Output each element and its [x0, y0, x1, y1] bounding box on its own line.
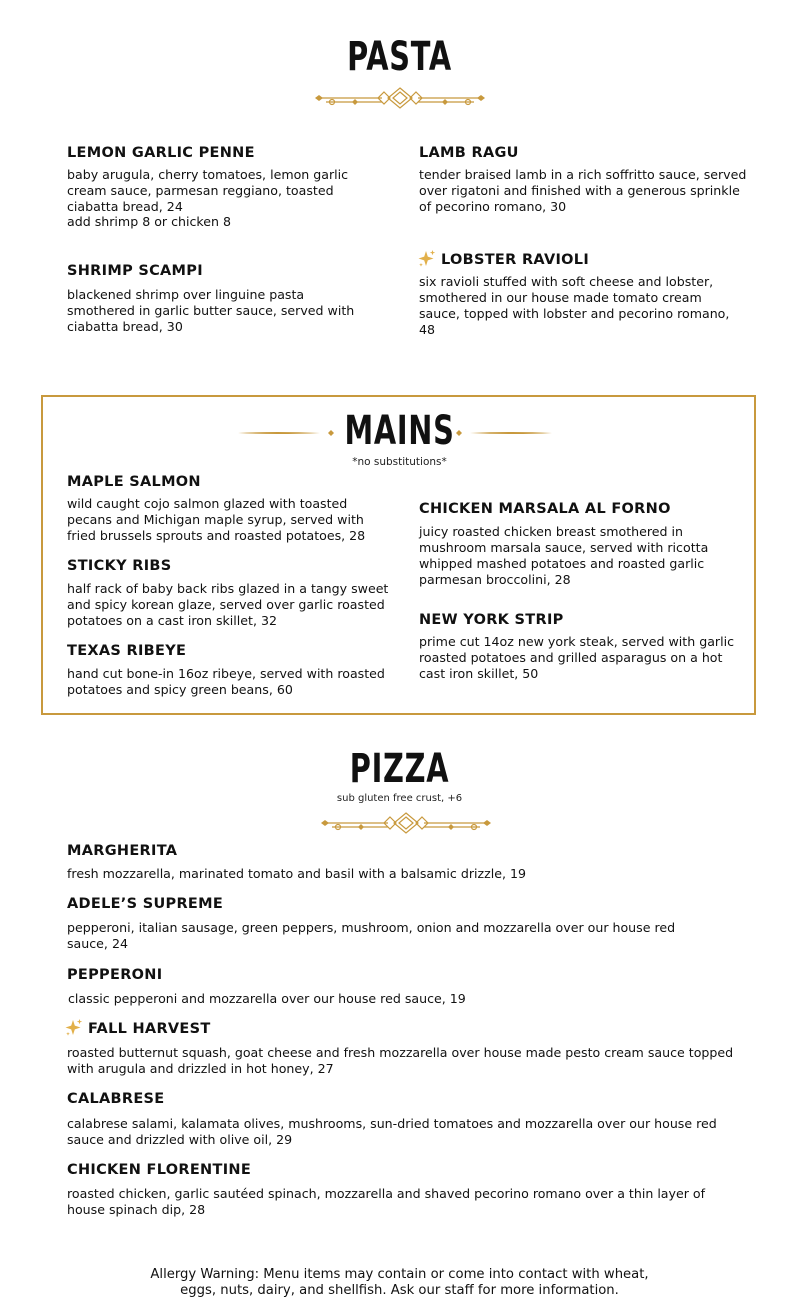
- mains-item-name: STICKY RIBS: [67, 558, 172, 574]
- pasta-item-desc: tender braised lamb in a rich soffritto sauce, served over rigatoni and finished with a generous sprinkle of pecorino romano, 30: [419, 167, 747, 214]
- pasta-item-desc: blackened shrimp over linguine pasta smothered in garlic butter sauce, served with ciabatta bread, 30: [67, 287, 355, 334]
- pizza-item-name: CHICKEN FLORENTINE: [67, 1162, 252, 1178]
- allergy-warning-line-2: eggs, nuts, dairy, and shellfish. Ask our staff for more information.: [180, 1283, 619, 1298]
- mains-item-desc: wild caught cojo salmon glazed with toasted pecans and Michigan maple syrup, served with fried brussels sprouts and roasted potatoes, 28: [67, 496, 366, 543]
- pizza-item-name: CALABRESE: [67, 1091, 165, 1107]
- pasta-title: PASTA: [347, 34, 452, 80]
- pizza-item-name: FALL HARVEST: [88, 1021, 211, 1037]
- pizza-item-desc: roasted butternut squash, goat cheese and fresh mozzarella over house made pesto cream sauce topped with arugula and drizzled in hot honey, 27: [67, 1045, 734, 1076]
- sparkle-icon: [64, 1018, 84, 1038]
- pizza-title: PIZZA: [349, 746, 450, 792]
- pizza-ornament: [318, 811, 494, 835]
- allergy-warning-line-1: Allergy Warning: Menu items may contain or come into contact with wheat,: [150, 1267, 649, 1282]
- pasta-item-name: SHRIMP SCAMPI: [67, 263, 203, 279]
- pizza-item-desc: roasted chicken, garlic sautéed spinach, mozzarella and shaved pecorino romano over a thin layer of house spinach dip, 28: [67, 1186, 706, 1217]
- mains-item-desc: half rack of baby back ribs glazed in a tangy sweet and spicy korean glaze, served over garlic roasted potatoes on a cast iron skillet, 32: [67, 581, 389, 628]
- pizza-item-desc: fresh mozzarella, marinated tomato and basil with a balsamic drizzle, 19: [67, 866, 526, 881]
- pizza-item-desc: classic pepperoni and mozzarella over our house red sauce, 19: [68, 991, 466, 1006]
- pasta-item-name: LEMON GARLIC PENNE: [67, 145, 255, 161]
- pizza-note: sub gluten free crust, +6: [336, 793, 463, 804]
- mains-ornament-right: [454, 426, 554, 440]
- pizza-item-name: MARGHERITA: [67, 843, 178, 859]
- pasta-item-name: LOBSTER RAVIOLI: [441, 252, 590, 268]
- pizza-item-desc: pepperoni, italian sausage, green peppers, mushroom, onion and mozzarella over our house red sauce, 24: [67, 920, 676, 951]
- mains-title: MAINS: [344, 408, 455, 454]
- mains-item-name: MAPLE SALMON: [67, 474, 201, 490]
- pasta-item-extra: add shrimp 8 or chicken 8: [67, 214, 232, 229]
- mains-item-desc: prime cut 14oz new york steak, served with garlic roasted potatoes and grilled asparagus on a hot cast iron skillet, 50: [419, 634, 735, 681]
- mains-note: *no substitutions*: [352, 456, 447, 468]
- mains-item-desc: hand cut bone-in 16oz ribeye, served with roasted potatoes and spicy green beans, 60: [67, 666, 385, 697]
- pasta-item-desc: baby arugula, cherry tomatoes, lemon garlic cream sauce, parmesan reggiano, toasted ciabatta bread, 24: [67, 167, 349, 214]
- pasta-item-desc: six ravioli stuffed with soft cheese and lobster, smothered in our house made tomato cream sauce, topped with lobster and pecorino romano, 48: [419, 274, 730, 337]
- mains-item-desc: juicy roasted chicken breast smothered in mushroom marsala sauce, served with ricotta whipped mashed potatoes and roasted garlic parmesan broccolini, 28: [419, 524, 709, 587]
- pizza-item-name: ADELE’S SUPREME: [67, 896, 224, 912]
- mains-item-name: CHICKEN MARSALA AL FORNO: [419, 501, 671, 517]
- mains-item-name: TEXAS RIBEYE: [67, 643, 187, 659]
- mains-item-name: NEW YORK STRIP: [419, 612, 564, 628]
- pizza-item-desc: calabrese salami, kalamata olives, mushrooms, sun-dried tomatoes and mozzarella over our house red sauce and drizzled with olive oil, 29: [67, 1116, 717, 1147]
- pasta-item-name: LAMB RAGU: [419, 145, 519, 161]
- sparkle-icon: [417, 249, 437, 269]
- pizza-item-name: PEPPERONI: [67, 967, 163, 983]
- pasta-ornament: [312, 86, 488, 110]
